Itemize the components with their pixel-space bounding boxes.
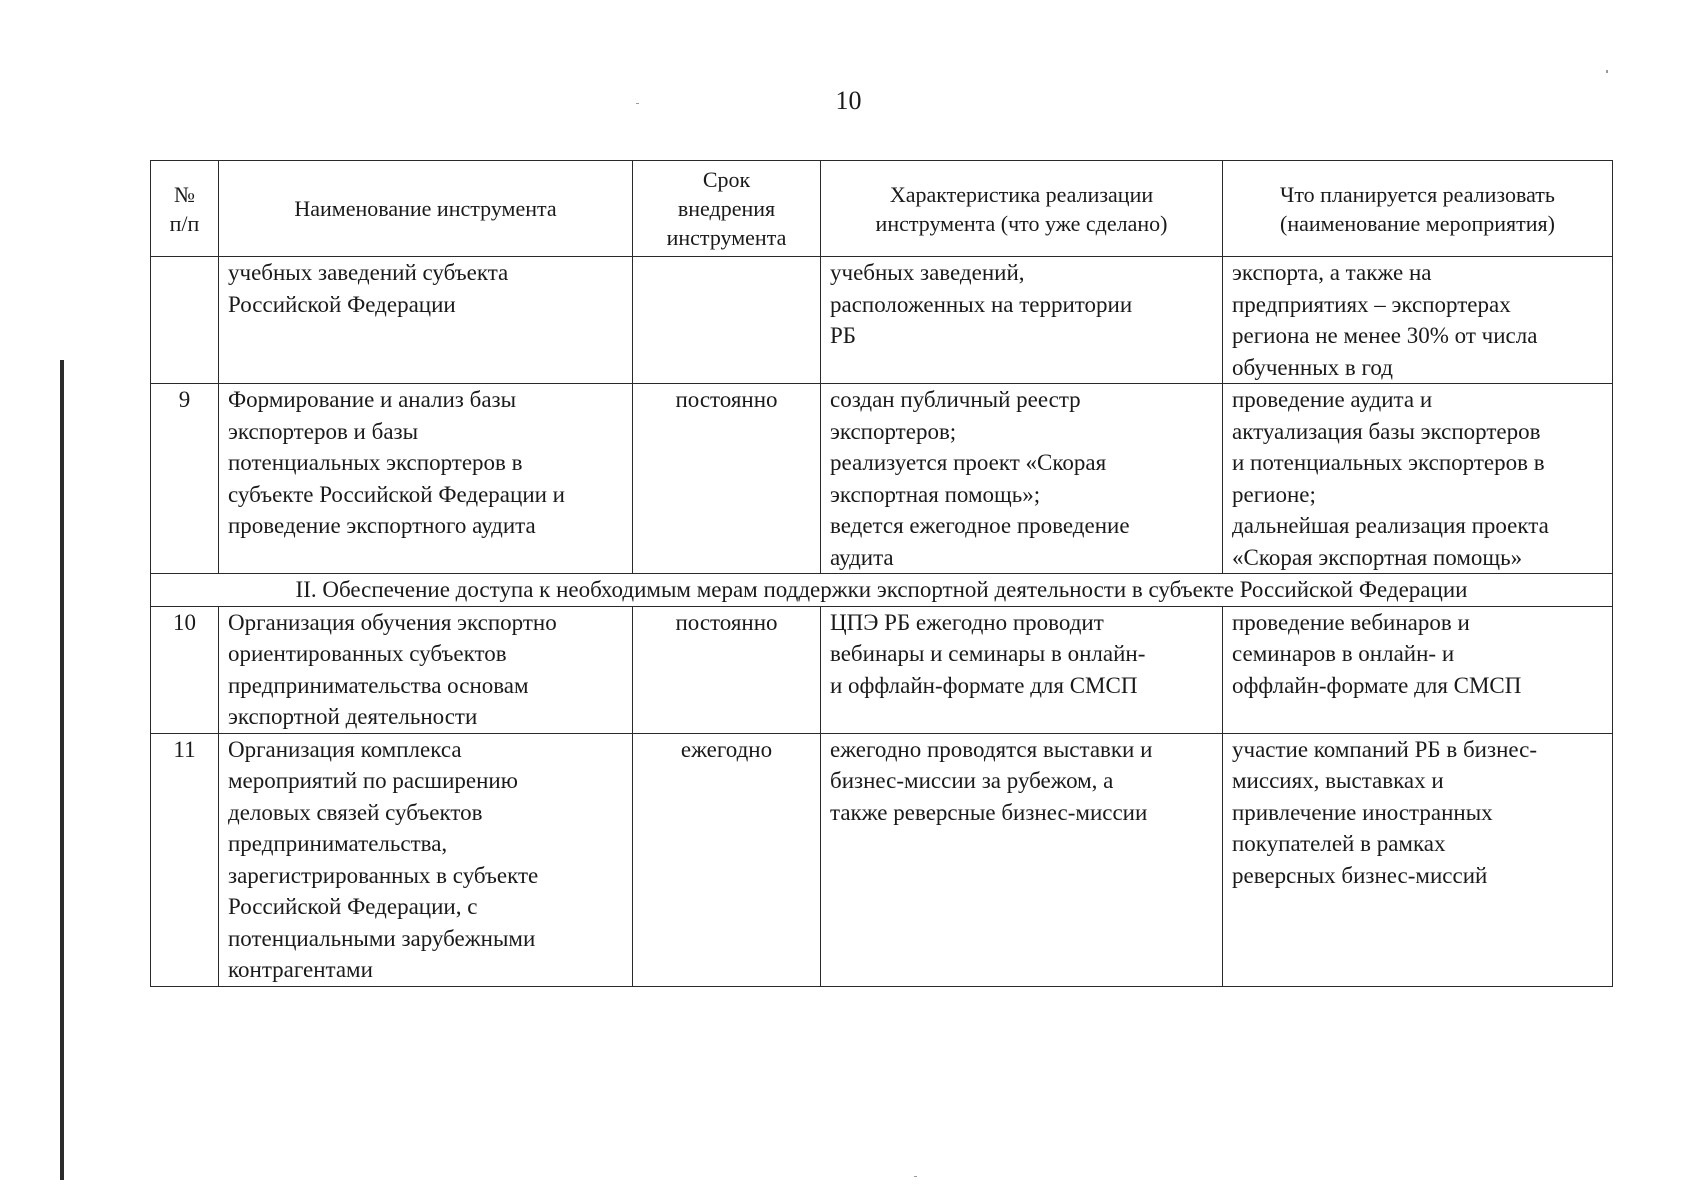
table-row — [151, 733, 1613, 986]
tool-name-cell: Организация комплекса мероприятий по расширению деловых связей субъектов предпринимательства, зарегистрированных в субъекте Российской Федерации, с потенциальными зарубежными контрагентами — [219, 733, 633, 986]
planned-cell: участие компаний РБ в бизнес- миссиях, выставках и привлечение иностранных покупателей в рамках реверсных бизнес-миссий — [1223, 733, 1613, 986]
table-row — [151, 257, 1613, 384]
header-num: № п/п — [151, 161, 219, 257]
page-number: 10 — [835, 86, 862, 115]
header-deadline: Срок внедрения инструмента — [633, 161, 821, 257]
binding-edge-line — [60, 360, 64, 1180]
done-cell: ЦПЭ РБ ежегодно проводит вебинары и семинары в онлайн- и оффлайн-формате для СМСП — [821, 606, 1223, 733]
header-planned: Что планируется реализовать (наименование мероприятия) — [1223, 161, 1613, 257]
row-num: 9 — [151, 384, 219, 574]
deadline-cell: ежегодно — [633, 733, 821, 986]
tool-name-cell: Организация обучения экспортно ориентированных субъектов предпринимательства основам экспортной деятельности — [219, 606, 633, 733]
header-done: Характеристика реализации инструмента (что уже сделано) — [821, 161, 1223, 257]
done-cell: ежегодно проводятся выставки и бизнес-миссии за рубежом, а также реверсные бизнес-миссии — [821, 733, 1223, 986]
deadline-cell — [633, 257, 821, 384]
header-tool-name: Наименование инструмента — [219, 161, 633, 257]
planned-cell: проведение аудита и актуализация базы экспортеров и потенциальных экспортеров в регионе; дальнейшая реализация проекта «Скорая экспортная помощь» — [1223, 384, 1613, 574]
scan-speck — [914, 1176, 917, 1177]
table-row — [151, 384, 1613, 574]
section-row — [151, 574, 1613, 607]
scan-speck — [1606, 70, 1608, 73]
table-row — [151, 606, 1613, 733]
planned-cell: проведение вебинаров и семинаров в онлайн- и оффлайн-формате для СМСП — [1223, 606, 1613, 733]
planned-cell: экспорта, а также на предприятиях – экспортерах региона не менее 30% от числа обученных в год — [1223, 257, 1613, 384]
done-cell: создан публичный реестр экспортеров; реализуется проект «Скорая экспортная помощь»; ведется ежегодное проведение аудита — [821, 384, 1223, 574]
row-num: 11 — [151, 733, 219, 986]
tool-name-cell: учебных заведений субъекта Российской Федерации — [219, 257, 633, 384]
section-title: II. Обеспечение доступа к необходимым мерам поддержки экспортной деятельности в субъекте Российской Федерации — [151, 574, 1613, 607]
instruments-table — [150, 160, 1613, 987]
tool-name-cell: Формирование и анализ базы экспортеров и базы потенциальных экспортеров в субъекте Российской Федерации и проведение экспортного аудита — [219, 384, 633, 574]
deadline-cell: постоянно — [633, 384, 821, 574]
table-header-row — [151, 161, 1613, 257]
deadline-cell: постоянно — [633, 606, 821, 733]
row-num: 10 — [151, 606, 219, 733]
scan-speck — [636, 103, 639, 104]
done-cell: учебных заведений, расположенных на территории РБ — [821, 257, 1223, 384]
row-num — [151, 257, 219, 384]
